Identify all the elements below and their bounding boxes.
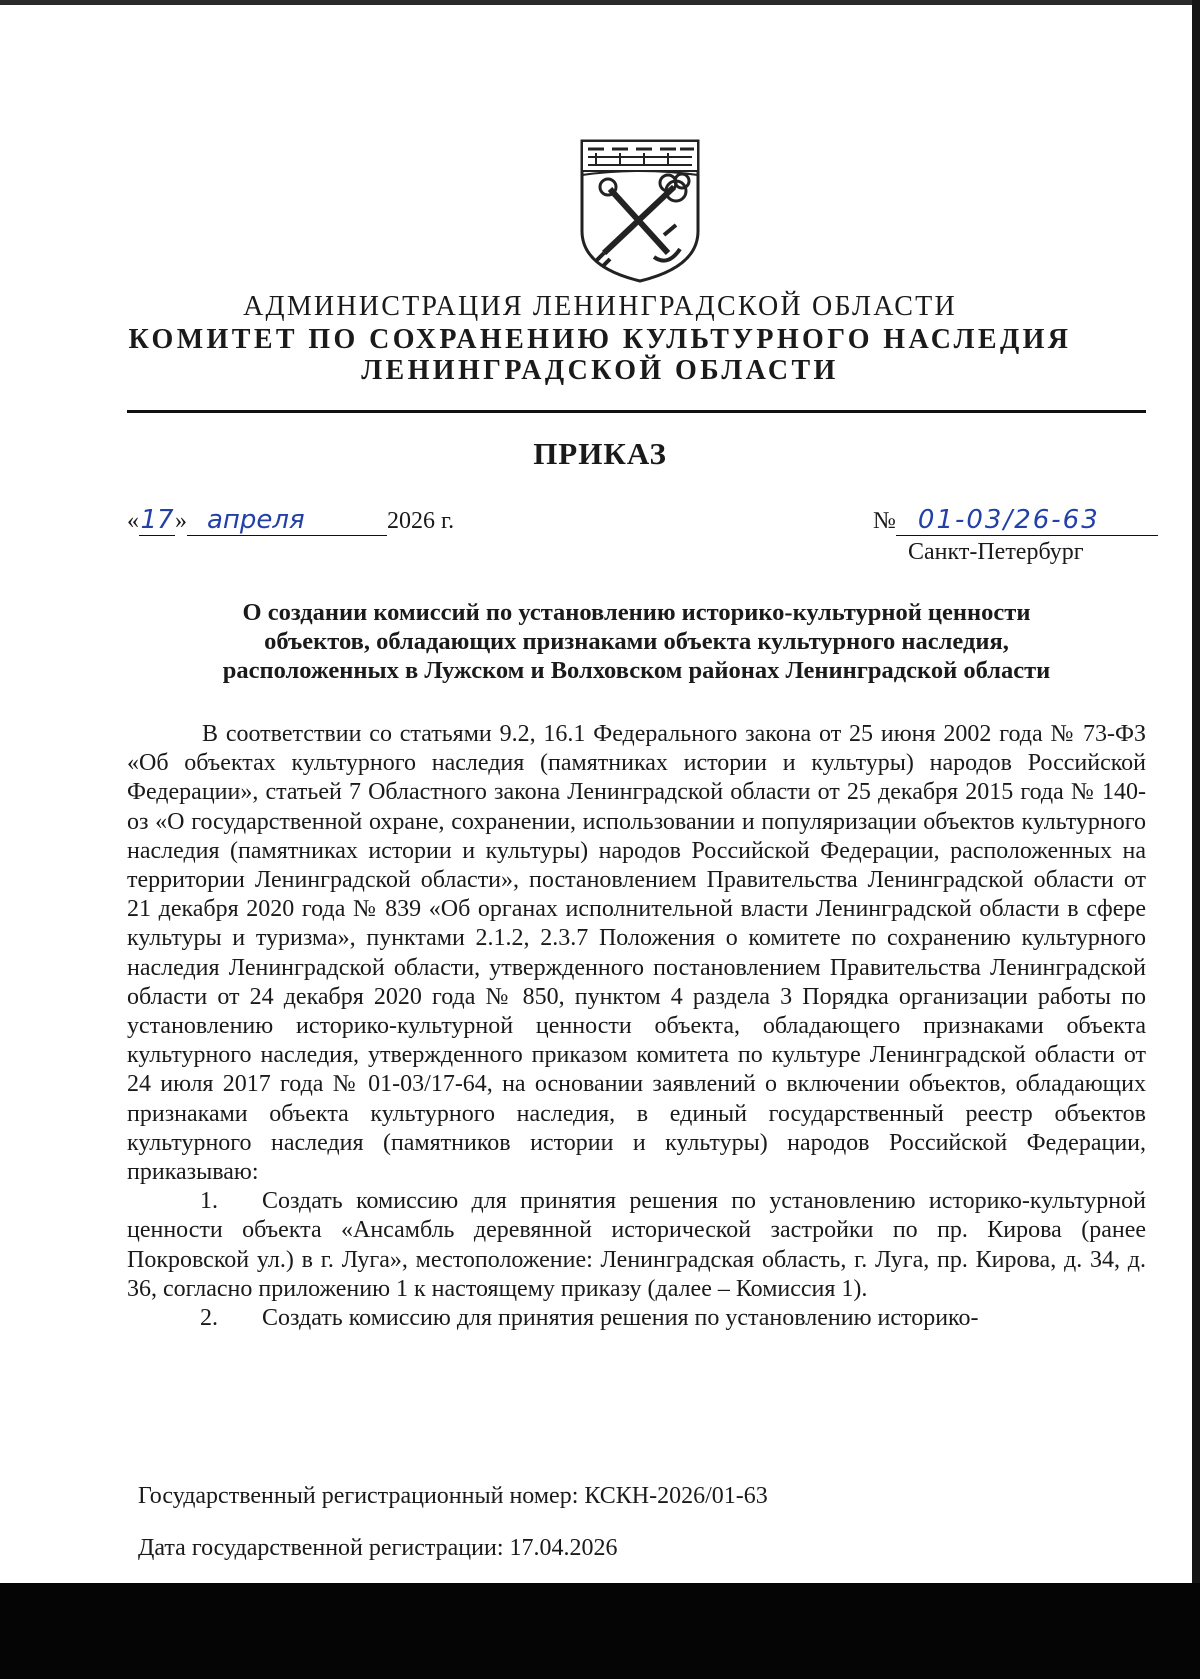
scan-edge-top — [0, 0, 1200, 5]
registration-number: Государственный регистрационный номер: КСКН-2026/01-63 — [138, 1483, 768, 1509]
subject-line-2: объектов, обладающих признаками объекта культурного наследия, — [264, 628, 1009, 655]
item-number: 1. — [200, 1188, 218, 1215]
order-place: Санкт-Петербург — [908, 539, 1084, 565]
date-quote-close: » — [175, 508, 187, 534]
item-number: 2. — [200, 1305, 218, 1332]
subject-line-3: расположенных в Лужском и Волховском районах Ленинградской области — [222, 657, 1051, 684]
scan-bottom-bar — [0, 1583, 1200, 1679]
date-year: 2026 г. — [387, 508, 455, 534]
order-subject — [127, 598, 1146, 685]
preamble-paragraph: В соответствии со статьями 9.2, 16.1 Федерального закона от 25 июня 2002 года № 73-ФЗ «Об объектах культурного наследия (памятниках истории и культуры) народов Российской Федерации», статьей 7 Областного закона Ленинградской области от 25 декабря 2015 года № 140-оз «О государственной охране, сохранении, использовании и популяризации объектов культурного наследия (памятниках истории и культуры) народов Российской Федерации, расположенных на территории Ленинградской области», постановлением Правительства Ленинградской области от 21 декабря 2020 года № 839 «Об органах исполнительной власти Ленинградской области в сфере культуры и туризма», пунктами 2.1.2, 2.3.7 Положения о комитете по сохранению культурного наследия Ленинградской области, утвержденного постановлением Правительства Ленинградской области от 24 декабря 2020 года № 850, пунктом 4 раздела 3 Порядка организации работы по установлению историко-культурной ценности объекта, обладающего признаками объекта культурного наследия, утвержденного приказом комитета по культуре Ленинградской области от 24 июля 2017 года № 01-03/17-64, на основании заявлений о включении объектов, обладающих признаками объекта культурного наследия, в единый государственный реестр объектов культурного наследия (памятников истории и культуры) народов Российской Федерации, приказываю: — [127, 721, 1146, 1186]
item-text: Создать комиссию для принятия решения по установлению историко-культурной ценности объекта «Ансамбль деревянной исторической застройки по пр. Кирова (ранее Покровской ул.) в г. Луга», местоположение: Ленинградская область, г. Луга, пр. Кирова, д. 34, д. 36, согласно приложению 1 к настоящему приказу (далее – Комиссия 1). — [127, 1188, 1146, 1302]
subject-line-1: О создании комиссий по установлению историко-культурной ценности — [242, 599, 1031, 626]
region-title: ЛЕНИНГРАДСКОЙ ОБЛАСТИ — [361, 355, 839, 386]
coat-of-arms-icon — [576, 135, 704, 285]
registration-date: Дата государственной регистрации: 17.04.2026 — [138, 1535, 618, 1561]
scan-edge-right — [1192, 0, 1200, 1679]
date-day-handwritten: 17 — [140, 505, 174, 535]
order-date — [127, 505, 454, 536]
number-prefix: № — [873, 508, 896, 534]
list-item — [127, 1187, 1146, 1304]
administration-title: АДМИНИСТРАЦИЯ ЛЕНИНГРАДСКОЙ ОБЛАСТИ — [243, 291, 957, 322]
list-item — [127, 1304, 1146, 1333]
order-number — [873, 505, 1158, 536]
header-divider — [127, 410, 1146, 413]
date-month-handwritten: апреля — [187, 505, 387, 536]
item-text: Создать комиссию для принятия решения по установлению историко- — [262, 1305, 979, 1332]
order-title: ПРИКАЗ — [533, 436, 667, 471]
committee-title: КОМИТЕТ ПО СОХРАНЕНИЮ КУЛЬТУРНОГО НАСЛЕДИЯ — [128, 324, 1072, 355]
date-quote-open: « — [127, 508, 139, 534]
order-body — [127, 720, 1146, 1333]
order-number-handwritten: 01-03/26-63 — [896, 505, 1158, 536]
